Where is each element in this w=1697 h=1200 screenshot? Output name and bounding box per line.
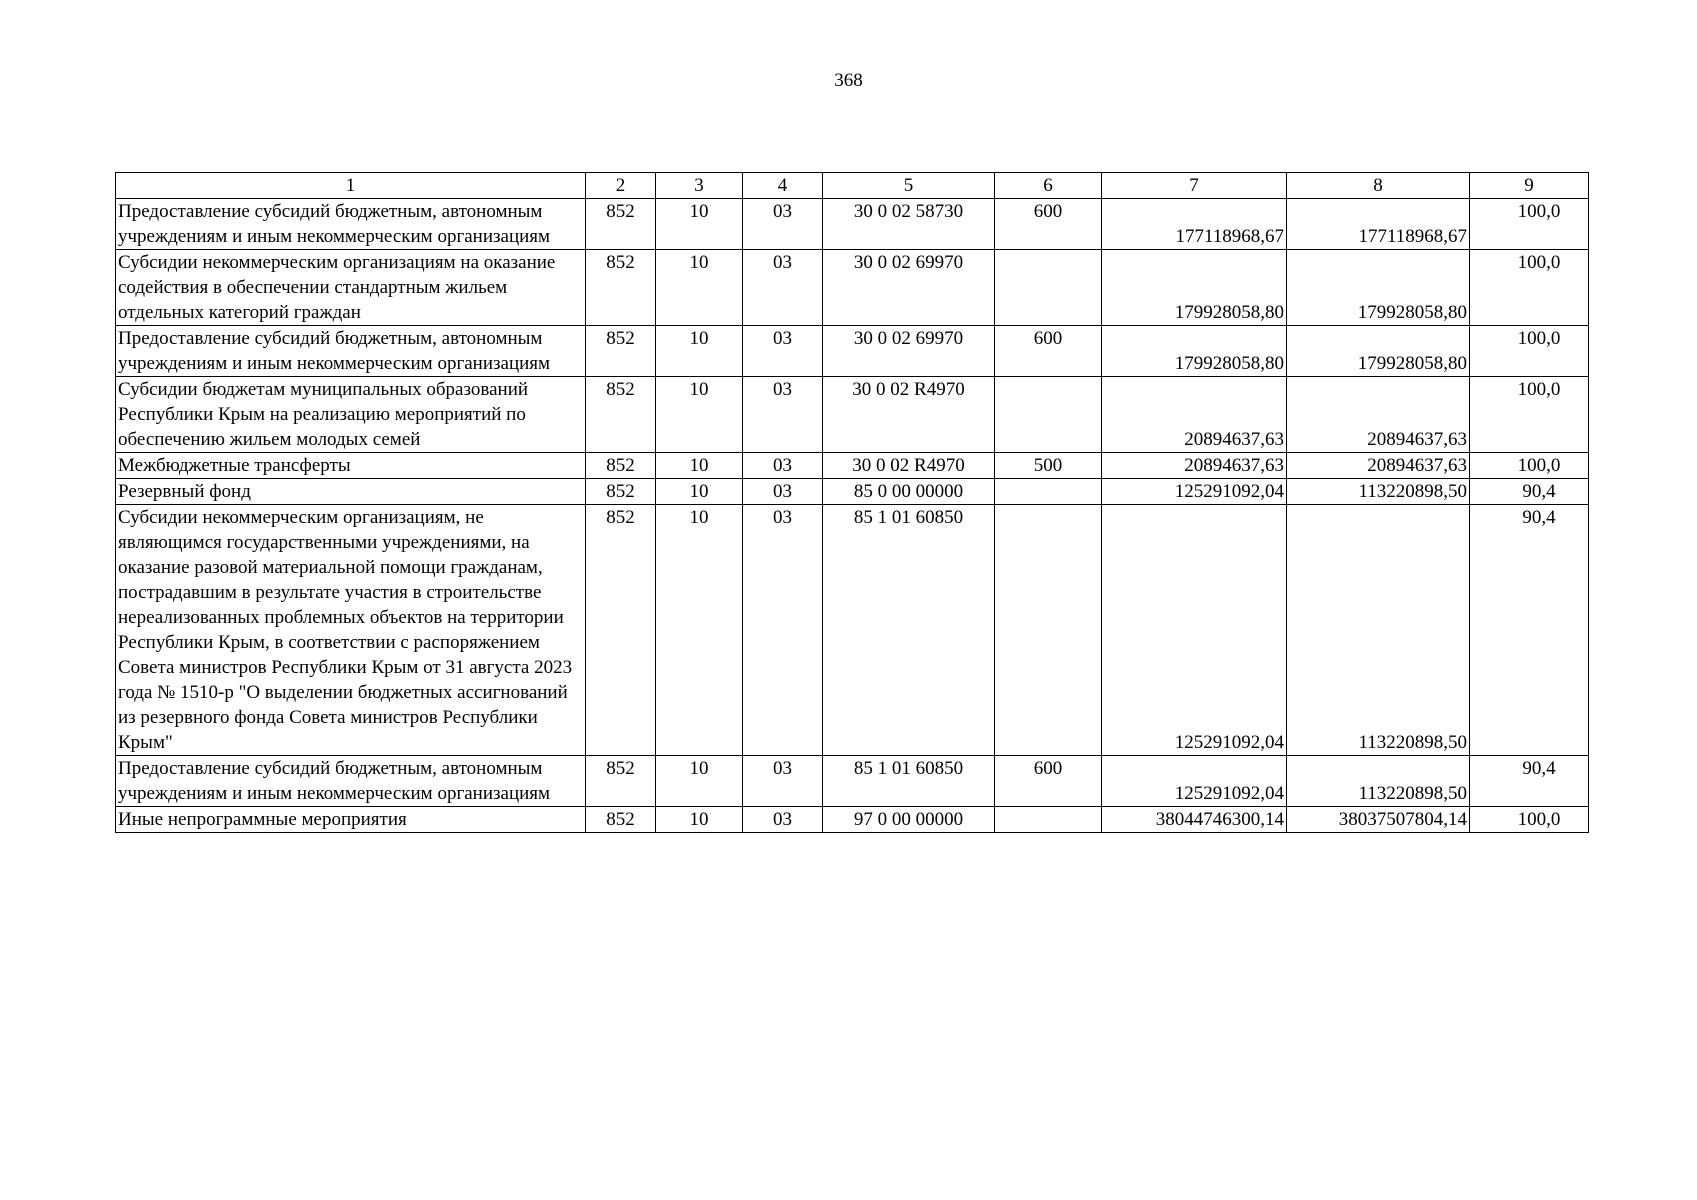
percent-value: 100,0 [1517, 252, 1561, 273]
table-row [116, 377, 1589, 453]
ved-code-cell: 852 [586, 807, 656, 833]
expense-type-code-cell: 500 [995, 453, 1102, 479]
header-cell: 2 [586, 173, 656, 199]
percent-cell [1470, 199, 1589, 250]
table-row [116, 756, 1589, 807]
table-row [116, 326, 1589, 377]
ved-code-cell: 852 [586, 505, 656, 756]
section-code-cell: 10 [656, 199, 743, 250]
header-cell: 6 [995, 173, 1102, 199]
row-name-cell: Субсидии некоммерческим организациям на оказание содействия в обеспечении стандартным жильем отдельных категорий граждан [116, 250, 586, 326]
percent-value: 100,0 [1517, 379, 1561, 400]
percent-cell [1470, 377, 1589, 453]
table-row [116, 250, 1589, 326]
percent-cell [1470, 479, 1589, 505]
section-code-cell: 10 [656, 505, 743, 756]
expense-type-code-cell: 600 [995, 199, 1102, 250]
expense-type-code-cell: 600 [995, 326, 1102, 377]
actual-amount-cell: 20894637,63 [1287, 453, 1470, 479]
ved-code-cell: 852 [586, 453, 656, 479]
table-header-row [116, 173, 1589, 199]
row-name-cell: Субсидии бюджетам муниципальных образований Республики Крым на реализацию мероприятий по обеспечению жильем молодых семей [116, 377, 586, 453]
ved-code-cell: 852 [586, 250, 656, 326]
plan-amount-cell: 179928058,80 [1102, 250, 1287, 326]
ved-code-cell: 852 [586, 199, 656, 250]
plan-amount-cell: 20894637,63 [1102, 453, 1287, 479]
plan-amount-cell: 20894637,63 [1102, 377, 1287, 453]
section-code-cell: 10 [656, 756, 743, 807]
subsection-code-cell: 03 [743, 453, 823, 479]
actual-amount-cell: 113220898,50 [1287, 479, 1470, 505]
percent-value: 100,0 [1517, 328, 1561, 349]
section-code-cell: 10 [656, 479, 743, 505]
section-code-cell: 10 [656, 250, 743, 326]
actual-amount-cell: 113220898,50 [1287, 505, 1470, 756]
table-row [116, 453, 1589, 479]
actual-amount-cell: 20894637,63 [1287, 377, 1470, 453]
expense-type-code-cell [995, 250, 1102, 326]
expense-type-code-cell [995, 377, 1102, 453]
percent-value: 90,4 [1522, 758, 1556, 779]
actual-amount-cell: 179928058,80 [1287, 326, 1470, 377]
percent-value: 100,0 [1517, 809, 1561, 830]
target-item-code-cell: 30 0 02 R4970 [823, 453, 995, 479]
row-name-cell: Предоставление субсидий бюджетным, автономным учреждениям и иным некоммерческим организациям [116, 756, 586, 807]
table-row [116, 505, 1589, 756]
percent-value: 90,4 [1522, 507, 1556, 528]
section-code-cell: 10 [656, 326, 743, 377]
subsection-code-cell: 03 [743, 505, 823, 756]
percent-cell [1470, 326, 1589, 377]
expense-type-code-cell [995, 505, 1102, 756]
table-row [116, 807, 1589, 833]
target-item-code-cell: 97 0 00 00000 [823, 807, 995, 833]
ved-code-cell: 852 [586, 377, 656, 453]
subsection-code-cell: 03 [743, 479, 823, 505]
target-item-code-cell: 30 0 02 69970 [823, 250, 995, 326]
subsection-code-cell: 03 [743, 199, 823, 250]
percent-cell [1470, 505, 1589, 756]
section-code-cell: 10 [656, 807, 743, 833]
row-name-cell: Иные непрограммные мероприятия [116, 807, 586, 833]
header-cell: 9 [1470, 173, 1589, 199]
expense-type-code-cell [995, 479, 1102, 505]
row-name-cell: Межбюджетные трансферты [116, 453, 586, 479]
percent-cell [1470, 756, 1589, 807]
ved-code-cell: 852 [586, 326, 656, 377]
header-cell: 1 [116, 173, 586, 199]
page-number: 368 [834, 70, 863, 91]
plan-amount-cell: 125291092,04 [1102, 479, 1287, 505]
plan-amount-cell: 38044746300,14 [1102, 807, 1287, 833]
plan-amount-cell: 177118968,67 [1102, 199, 1287, 250]
percent-value: 100,0 [1517, 201, 1561, 222]
subsection-code-cell: 03 [743, 326, 823, 377]
header-cell: 5 [823, 173, 995, 199]
header-cell: 7 [1102, 173, 1287, 199]
table-row [116, 199, 1589, 250]
row-name-cell: Субсидии некоммерческим организациям, не являющимся государственными учреждениями, на оказание разовой материальной помощи гражданам, пострадавшим в результате участия в строительстве нереализованных проблемных объектов на территории Республики Крым, в соответствии с распоряжением Совета министров Республики Крым от 31 августа 2023 года № 1510-р "О выделении бюджетных ассигнований из резервного фонда Совета министров Республики Крым" [116, 505, 586, 756]
expense-type-code-cell: 600 [995, 756, 1102, 807]
section-code-cell: 10 [656, 453, 743, 479]
plan-amount-cell: 179928058,80 [1102, 326, 1287, 377]
header-cell: 8 [1287, 173, 1470, 199]
table-row [116, 479, 1589, 505]
ved-code-cell: 852 [586, 756, 656, 807]
subsection-code-cell: 03 [743, 756, 823, 807]
percent-cell [1470, 807, 1589, 833]
actual-amount-cell: 38037507804,14 [1287, 807, 1470, 833]
subsection-code-cell: 03 [743, 807, 823, 833]
target-item-code-cell: 30 0 02 58730 [823, 199, 995, 250]
actual-amount-cell: 179928058,80 [1287, 250, 1470, 326]
subsection-code-cell: 03 [743, 250, 823, 326]
row-name-cell: Предоставление субсидий бюджетным, автономным учреждениям и иным некоммерческим организациям [116, 326, 586, 377]
budget-table [115, 172, 1589, 833]
plan-amount-cell: 125291092,04 [1102, 505, 1287, 756]
actual-amount-cell: 113220898,50 [1287, 756, 1470, 807]
percent-cell [1470, 453, 1589, 479]
plan-amount-cell: 125291092,04 [1102, 756, 1287, 807]
expense-type-code-cell [995, 807, 1102, 833]
subsection-code-cell: 03 [743, 377, 823, 453]
section-code-cell: 10 [656, 377, 743, 453]
row-name-cell: Предоставление субсидий бюджетным, автономным учреждениям и иным некоммерческим организациям [116, 199, 586, 250]
percent-value: 90,4 [1522, 481, 1556, 502]
actual-amount-cell: 177118968,67 [1287, 199, 1470, 250]
target-item-code-cell: 30 0 02 R4970 [823, 377, 995, 453]
target-item-code-cell: 85 1 01 60850 [823, 756, 995, 807]
percent-cell [1470, 250, 1589, 326]
target-item-code-cell: 85 1 01 60850 [823, 505, 995, 756]
ved-code-cell: 852 [586, 479, 656, 505]
target-item-code-cell: 30 0 02 69970 [823, 326, 995, 377]
row-name-cell: Резервный фонд [116, 479, 586, 505]
target-item-code-cell: 85 0 00 00000 [823, 479, 995, 505]
header-cell: 3 [656, 173, 743, 199]
header-cell: 4 [743, 173, 823, 199]
percent-value: 100,0 [1517, 455, 1561, 476]
